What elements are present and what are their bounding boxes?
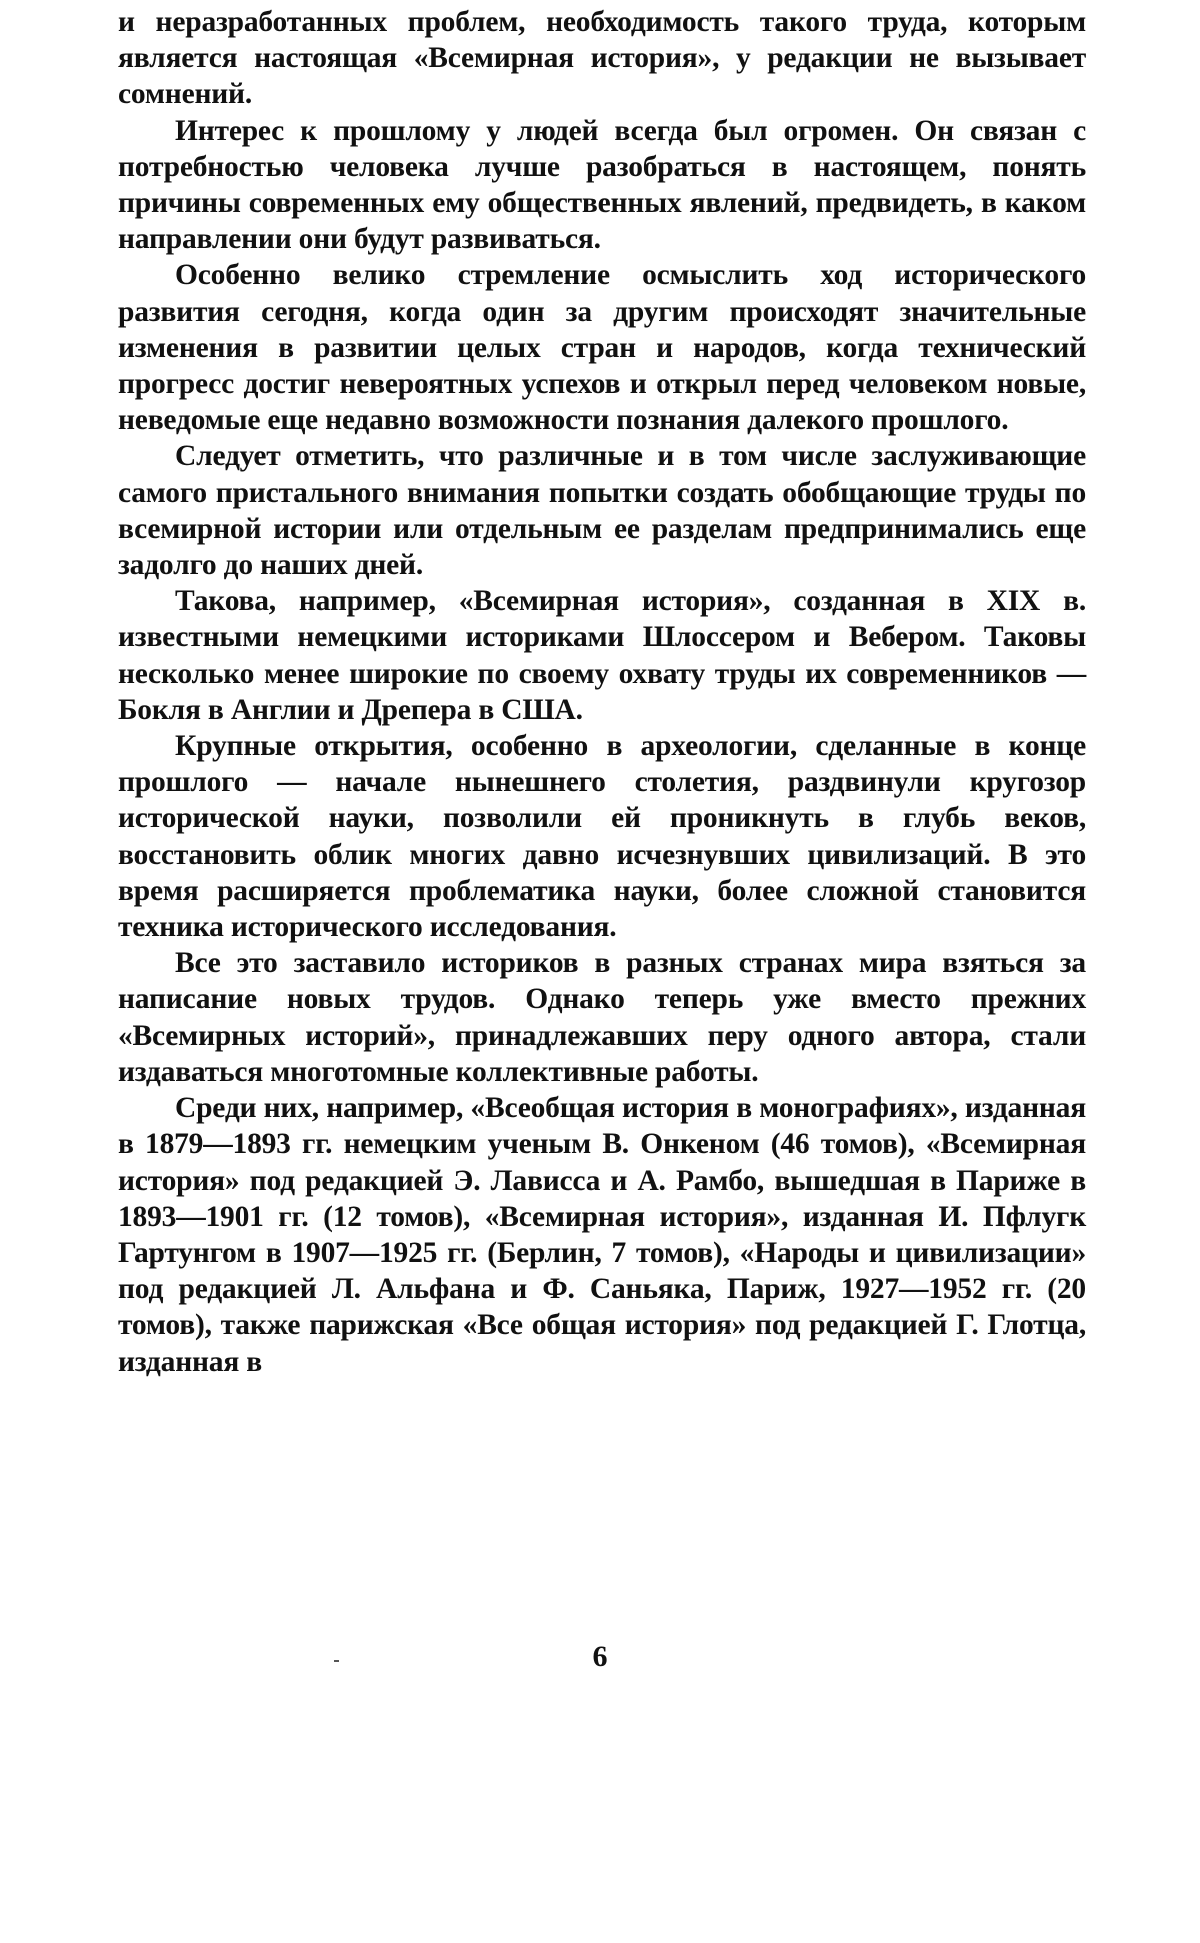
paragraph: Особенно велико стремление осмыслить ход исторического развития сегодня, когда один за другим происходят значительные изменения в развитии целых стран и народов, когда технический прогресс достиг невероятных успехов и открыл перед человеком новые, неведомые еще недавно возможности познания далекого прошлого. <box>118 259 1086 437</box>
paragraph: Следует отметить, что различные и в том числе заслуживающие самого пристального внимания попытки создать обобщающие труды по всемирной истории или отдельным ее разделам предпринимались еще задолго до наших дней. <box>118 440 1086 582</box>
page-body <box>118 4 1086 1380</box>
paragraph: Все это заставило историков в разных странах мира взяться за написание новых трудов. Однако теперь уже вместо прежних «Всемирных историй», принадлежавших перу одного автора, стали издаваться многотомные коллективные работы. <box>118 947 1086 1088</box>
paragraph: Такова, например, «Всемирная история», созданная в XIX в. известными немецкими историками Шлоссером и Вебером. Таковы несколько менее широкие по своему охвату труды их современников — Бокля в Англии и Дрепера в США. <box>118 585 1086 726</box>
paragraph: Интерес к прошлому у людей всегда был огромен. Он связан с потребностью человека лучше разобраться в настоящем, понять причины современных ему общественных явлений, предвидеть, в каком направлении они будут развиваться. <box>118 114 1086 256</box>
page-number: 6 <box>592 1640 608 1673</box>
paragraph-continuation: и неразработанных проблем, необходимость такого труда, которым является настоящая «Всемирная история», у редакции не вызывает сомнений. <box>118 6 1086 111</box>
paragraph: Крупные открытия, особенно в археологии, сделанные в конце прошлого — начале нынешнего столетия, раздвинули кругозор исторической науки, позволили ей проникнуть в глубь веков, восстановить облик многих давно исчезнувших цивилизаций. В это время расширяется проблематика науки, более сложной становится техника исторического исследования. <box>118 730 1086 944</box>
paragraph: Среди них, например, «Всеобщая история в монографиях», изданная в 1879—1893 гг. немецким ученым В. Онкеном (46 томов), «Всемирная история» под редакцией Э. Лависса и А. Рамбо, вышедшая в Париже в 1893—1901 гг. (12 томов), «Всемирная история», изданная И. Пфлугк Гартунгом в 1907—1925 гг. (Берлин, 7 томов), «Народы и цивилизации» под редакцией Л. Альфана и Ф. Саньяка, Париж, 1927—1952 гг. (20 томов), также парижская «Все общая история» под редакцией Г. Глотца, изданная в <box>118 1092 1086 1378</box>
